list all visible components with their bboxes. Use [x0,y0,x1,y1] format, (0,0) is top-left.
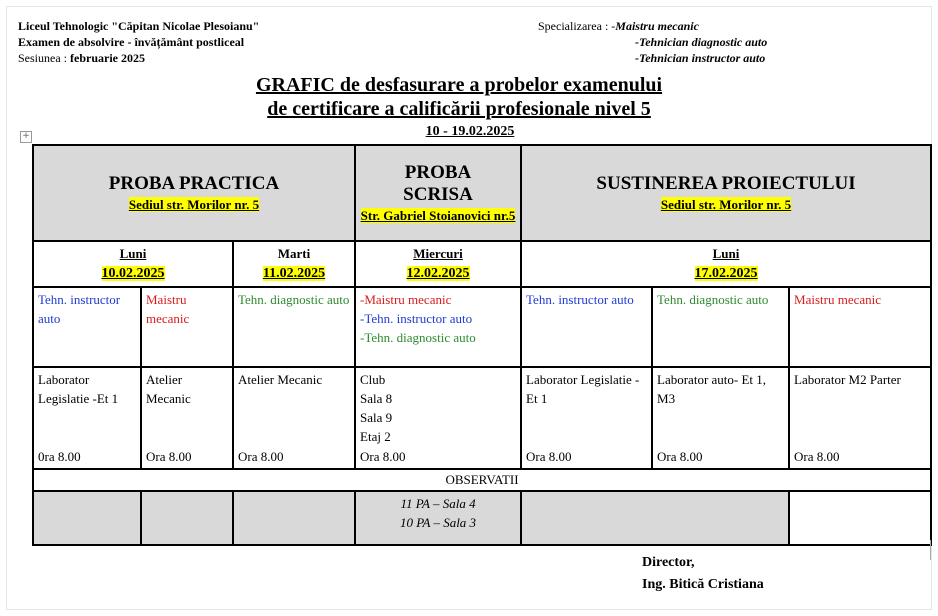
observatii-label: OBSERVATII [33,469,931,491]
header-left [18,18,259,66]
groups-row [33,287,931,367]
group-cell: Tehn. diagnostic auto [233,287,355,367]
location-cell [233,367,355,469]
day-name: Miercuri [413,246,463,261]
signature-block [642,552,764,596]
director-role: Director, [642,555,695,570]
location-text: Atelier Mecanic [146,372,191,406]
location-line: Sala 9 [360,410,393,425]
spec-item: -Tehnician diagnostic auto [635,35,768,49]
school-name: Liceul Tehnologic "Căpitan Nicolae Plesoianu" [18,19,260,33]
date-range: 10 - 19.02.2025 [425,124,515,139]
obs-cell [789,491,931,545]
group-cell-scrisa [355,287,521,367]
day-cell-2 [233,241,355,287]
time-text: Ora 8.00 [238,449,284,464]
day-date: 17.02.2025 [694,266,758,281]
scrisa-place: Str. Gabriel Stoianovici nr.5 [360,207,516,223]
location-cell [789,367,931,469]
group-line: -Tehn. diagnostic auto [360,330,476,345]
location-cell [652,367,789,469]
session-line [18,50,259,66]
proiect-place: Sediul str. Morilor nr. 5 [660,196,792,212]
location-text: Laborator auto- Et 1, M3 [657,372,767,406]
spec-item: -Tehnician instructor auto [635,51,766,65]
location-cell [521,367,652,469]
obs-note: 10 PA – Sala 3 [399,515,477,530]
time-text: Ora 8.00 [794,449,840,464]
time-text: Ora 8.00 [146,449,192,464]
group-cell: Tehn. instructor auto [33,287,141,367]
location-line: Sala 8 [360,391,393,406]
obs-note: 11 PA – Sala 4 [400,496,476,511]
group-line: -Maistru mecanic [360,292,452,307]
director-name: Ing. Bitică Cristiana [642,577,764,592]
obs-cell [521,491,789,545]
practica-header [33,145,355,241]
obs-cell [233,491,355,545]
obs-cell-notes [355,491,521,545]
location-text: Laborator Legislatie - Et 1 [526,372,640,406]
location-line: Club [360,372,386,387]
title-line-1: GRAFIC de desfasurare a probelor examenului [255,74,663,96]
locations-row [33,367,931,469]
header-right [538,18,767,66]
time-text: 0ra 8.00 [38,449,81,464]
group-cell: Tehn. instructor auto [521,287,652,367]
spec-item: Maistru mecanic [615,19,699,33]
group-line: -Tehn. instructor auto [360,311,473,326]
observatii-row [33,491,931,545]
scrisa-header [355,145,521,241]
time-text: Ora 8.00 [526,449,572,464]
session-label: Sesiunea : [18,51,67,65]
location-line: Etaj 2 [360,429,391,444]
table-move-handle-icon[interactable]: + [20,131,32,143]
spec-label: Specializarea : - [538,19,616,33]
location-cell [141,367,233,469]
location-cell [33,367,141,469]
day-name: Luni [712,246,740,261]
practica-title: PROBA PRACTICA [108,172,280,194]
section-row [33,145,931,241]
spec-line-2 [538,34,767,50]
location-text: Atelier Mecanic [238,372,323,387]
obs-cell [33,491,141,545]
time-text: Ora 8.00 [360,449,406,464]
days-row [33,241,931,287]
day-cell-4 [521,241,931,287]
day-date: 12.02.2025 [406,266,470,281]
group-cell: Maistru mecanic [141,287,233,367]
location-text: Laborator M2 Parter [794,372,901,387]
practica-place: Sediul str. Morilor nr. 5 [128,196,260,212]
day-cell-3 [355,241,521,287]
time-text: Ora 8.00 [657,449,703,464]
spec-line-3 [538,50,767,66]
schedule-table [32,144,932,546]
group-cell: Maistru mecanic [789,287,931,367]
day-date: 11.02.2025 [262,266,326,281]
title-line-2: de certificare a calificării profesionale nivel 5 [267,98,651,120]
scrisa-title: PROBA SCRISA [403,161,473,205]
proiect-header [521,145,931,241]
location-cell [355,367,521,469]
day-name: Marti [277,246,311,261]
obs-cell [141,491,233,545]
location-text: Laborator Legislatie -Et 1 [38,372,119,406]
session-value: februarie 2025 [70,51,145,65]
day-name: Luni [119,246,147,261]
observatii-header-row [33,469,931,491]
exam-name: Examen de absolvire - învățământ postliceal [18,35,245,49]
group-cell: Tehn. diagnostic auto [652,287,789,367]
spec-line-1 [538,18,767,34]
margin-mark [930,540,932,560]
day-date: 10.02.2025 [101,266,165,281]
proiect-title: SUSTINEREA PROIECTULUI [596,172,856,194]
day-cell-1 [33,241,233,287]
